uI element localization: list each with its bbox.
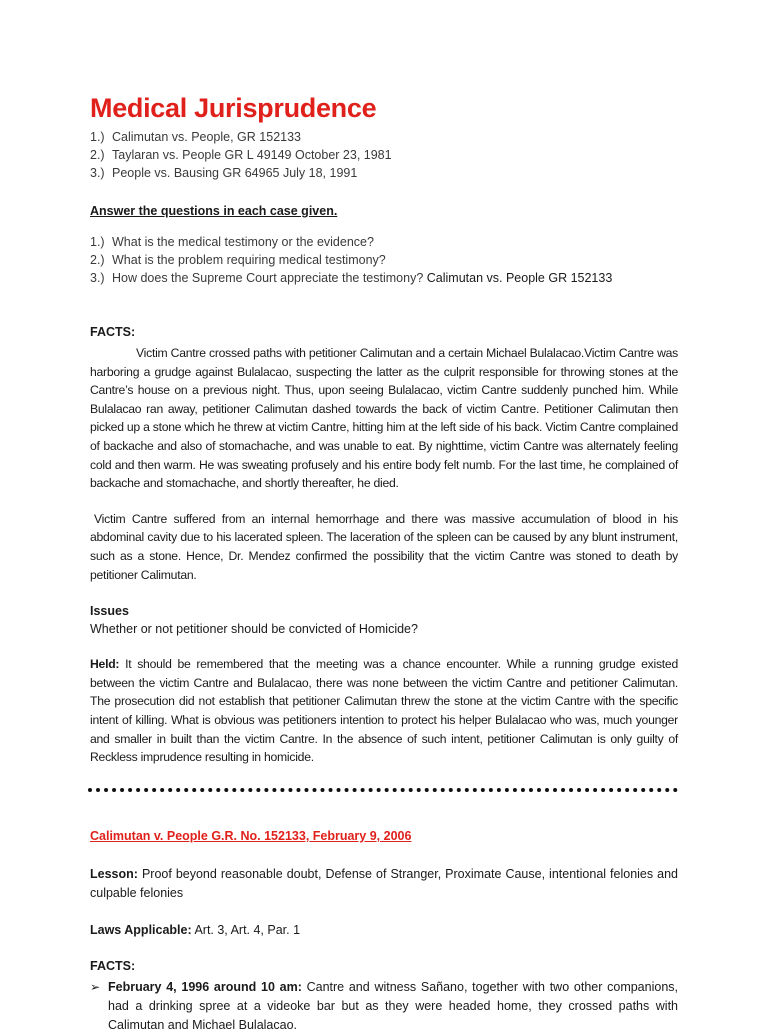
lesson-line: Lesson: Proof beyond reasonable doubt, Defense of Stranger, Proximate Cause, intentional felonies and culpable felonies	[90, 867, 678, 900]
held-label: Held:	[90, 657, 120, 672]
fact-bullet-text: February 4, 1996 around 10 am: Cantre and witness Sañano, together with two other companions, had a drinking spree at a videoke bar but as they were headed home, they crossed paths with Calimutan and Michael Bulalacao.	[108, 980, 678, 1032]
issues-question: Whether or not petitioner should be convicted of Homicide?	[90, 622, 418, 637]
instruction: Answer the questions in each case given.	[90, 204, 338, 218]
question-item: 1.) What is the medical testimony or the evidence?	[90, 235, 374, 249]
facts-paragraph: Victim Cantre crossed paths with petitioner Calimutan and a certain Michael Bulalacao.Victim Cantre was harboring a grudge against Bulalacao, suspecting the latter as the culprit responsible for throwing stones at the Cantre’s house on a previous night. Thus, upon seeing Bulalacao, victim Cantre suddenly punched him. While Bulalacao ran away, petitioner Calimutan dashed towards the back of victim Cantre. Petitioner Calimutan then picked up a stone which he threw at victim Cantre, hitting him at the left side of his back. Victim Cantre complained of backache and also of stomachache, and was unable to eat. By nighttime, victim Cantre was alternately feeling cold and then warm. He was sweating profusely and his entire body felt numb. For the last time, he complained of backache and stomachache, and shortly thereafter, he died.	[90, 346, 678, 491]
page-title: Medical Jurisprudence	[90, 93, 377, 123]
dotted-divider	[88, 788, 678, 792]
document-body	[90, 90, 678, 767]
case-digest-title: Calimutan v. People G.R. No. 152133, February 9, 2006	[90, 829, 412, 843]
laws-applicable-line: Laws Applicable: Art. 3, Art. 4, Par. 1	[90, 923, 301, 937]
facts-heading-2: FACTS:	[90, 959, 136, 973]
case-digest-section	[90, 827, 678, 1035]
question-item: 3.) How does the Supreme Court appreciate the testimony? Calimutan vs. People GR 152133	[90, 271, 613, 285]
case-list	[90, 128, 678, 182]
case-item: 1.) Calimutan vs. People, GR 152133	[90, 130, 301, 144]
facts-heading: FACTS:	[90, 325, 136, 339]
facts-paragraph-2: Victim Cantre suffered from an internal hemorrhage and there was massive accumulation of blood in his abdominal cavity due to his lacerated spleen. The laceration of the spleen can be caused by any blunt instrument, such as a stone. Hence, Dr. Mendez confirmed the possibility that the victim Cantre was stoned to death by petitioner Calimutan.	[90, 511, 678, 582]
issues-heading: Issues	[90, 604, 129, 619]
question-item: 2.) What is the problem requiring medical testimony?	[90, 253, 386, 267]
arrow-bullet-icon: ➢	[90, 980, 101, 994]
fact-bullet	[90, 978, 678, 1035]
question-list	[90, 233, 678, 287]
case-item: 3.) People vs. Bausing GR 64965 July 18, 1991	[90, 166, 358, 180]
held-paragraph: Held: It should be remembered that the meeting was a chance encounter. While a running grudge existed between the victim Cantre and Bulalacao, there was none between the victim Cantre and petitioner Calimutan. The prosecution did not establish that petitioner Calimutan threw the stone at the victim Cantre with the specific intent of killing. What is obvious was petitioners intention to protect his helper Bulalacao who was, much younger and smaller in built than the victim Cantre. In the absence of such intent, petitioner Calimutan is only guilty of Reckless imprudence resulting in homicide.	[90, 657, 678, 765]
case-item: 2.) Taylaran vs. People GR L 49149 October 23, 1981	[90, 148, 392, 162]
